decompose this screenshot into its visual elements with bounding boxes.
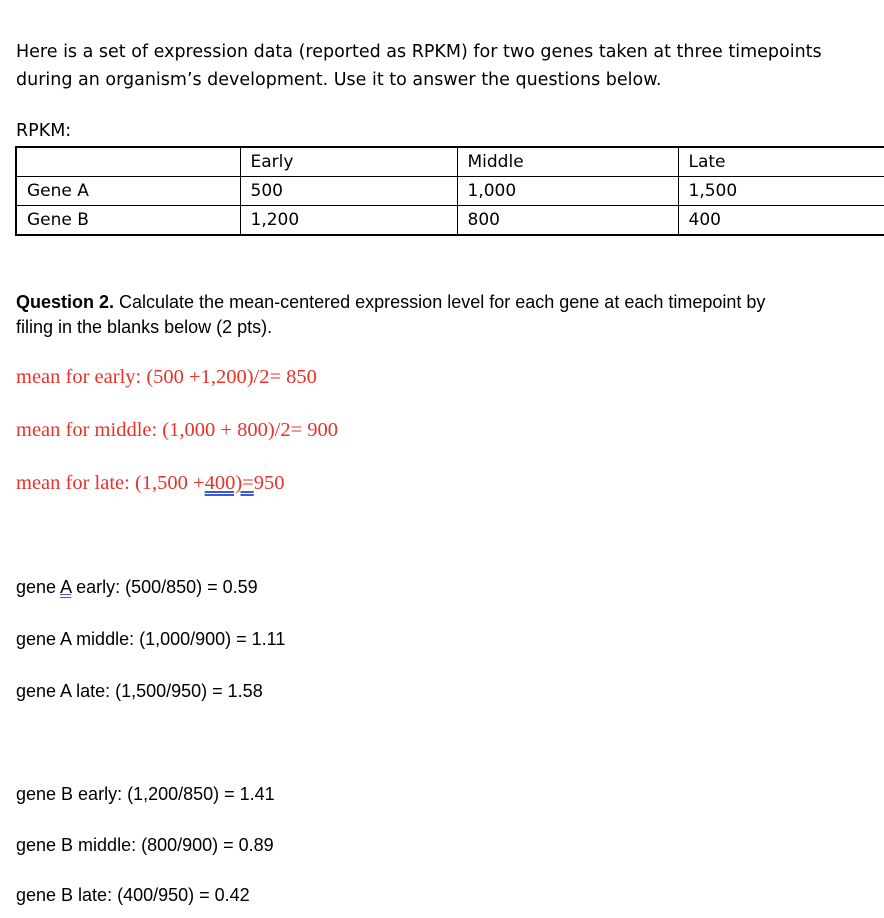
question-label: Question 2. — [16, 292, 115, 312]
gene-a-late: gene A late: (1,500/950) = 1.58 — [16, 681, 263, 701]
table-cell: 1,000 — [457, 177, 678, 206]
gene-a-early-prefix: gene — [16, 577, 61, 597]
gene-a-letter: A — [60, 577, 72, 597]
gene-a-middle: gene A middle: (1,000/900) = 1.11 — [16, 629, 286, 649]
table-cell: 800 — [457, 206, 678, 236]
table-cell: Gene A — [16, 177, 240, 206]
gene-b-middle: gene B middle: (800/900) = 0.89 — [16, 835, 274, 855]
intro-line-1: Here is a set of expression data (reported as RPKM) for two genes taken at three timepoints — [16, 42, 822, 62]
intro-line-2: during an organism’s development. Use it to answer the questions below. — [16, 70, 662, 90]
table-header-cell: Late — [678, 147, 884, 177]
mean-late-suffix: 950 — [253, 472, 285, 494]
table-row — [16, 177, 884, 206]
gene-a-early — [16, 577, 258, 598]
question-2 — [16, 290, 884, 340]
mean-late-underlined: 400)= — [204, 472, 254, 494]
gene-a-early-rest: early: (500/850) = 0.59 — [71, 577, 258, 597]
mean-late-prefix: mean for late: (1,500 + — [16, 472, 205, 494]
table-header-row — [16, 147, 884, 177]
table-header-cell: Early — [240, 147, 457, 177]
mean-middle: mean for middle: (1,000 + 800)/2= 900 — [16, 419, 339, 441]
rpkm-table — [15, 146, 884, 236]
table-cell: 400 — [678, 206, 884, 236]
table-cell: 1,500 — [678, 177, 884, 206]
mean-early: mean for early: (500 +1,200)/2= 850 — [16, 366, 317, 388]
table-header-cell: Middle — [457, 147, 678, 177]
intro-paragraph — [16, 38, 876, 94]
gene-b-late: gene B late: (400/950) = 0.42 — [16, 885, 250, 905]
table-cell: 500 — [240, 177, 457, 206]
rpkm-label: RPKM: — [16, 121, 72, 141]
question-text-1: Calculate the mean-centered expression level for each gene at each timepoint by — [114, 292, 766, 312]
table-cell: Gene B — [16, 206, 240, 236]
question-text-2: filing in the blanks below (2 pts). — [16, 317, 273, 337]
gene-b-early: gene B early: (1,200/850) = 1.41 — [16, 784, 275, 804]
mean-late — [16, 472, 285, 495]
table-cell: 1,200 — [240, 206, 457, 236]
table-header-cell — [16, 147, 240, 177]
table-row — [16, 206, 884, 236]
